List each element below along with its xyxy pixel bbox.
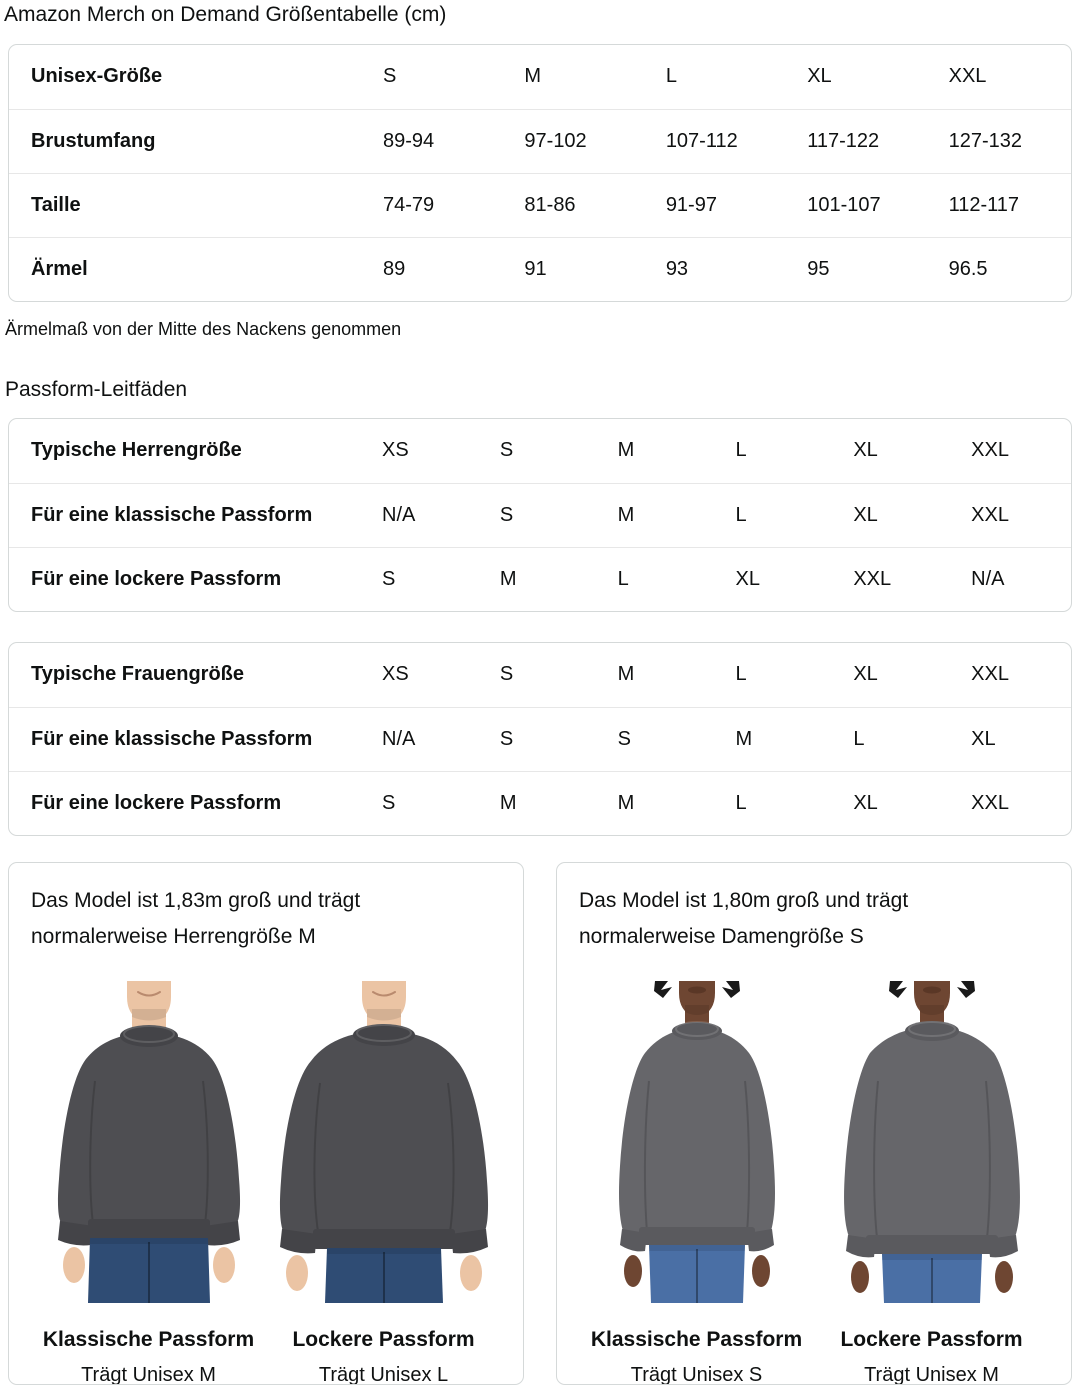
cell-value: XXL xyxy=(971,792,1009,814)
cell-value: XL xyxy=(853,792,878,814)
table-row-brustumfang xyxy=(9,109,1071,173)
header-size: XS xyxy=(382,663,409,685)
header-size: XL xyxy=(807,65,832,87)
cell-value: 91-97 xyxy=(665,194,717,216)
cell-value: 97-102 xyxy=(524,130,587,152)
cell-value: S xyxy=(382,568,396,590)
header-size: M xyxy=(524,65,542,87)
cell-value: 127-132 xyxy=(948,130,1023,152)
model-photo-female-classic xyxy=(597,981,797,1303)
cell-value: 91 xyxy=(524,258,547,280)
worn-size-label: Trägt Unisex L xyxy=(318,1364,449,1385)
cell-value: S xyxy=(499,728,514,750)
figures-row xyxy=(31,981,501,1385)
table-row-loose-fit xyxy=(9,771,1071,835)
cell-value: 89-94 xyxy=(383,130,435,152)
cell-value: M xyxy=(735,728,753,750)
row-label: Brustumfang xyxy=(31,130,156,152)
header-size: S xyxy=(499,439,514,461)
table-row-aermel xyxy=(9,237,1071,301)
cell-value: M xyxy=(617,504,635,526)
cell-value: XXL xyxy=(971,504,1009,526)
header-size: L xyxy=(735,663,747,685)
cell-value: XL xyxy=(735,568,760,590)
table-header-row xyxy=(9,45,1071,109)
cell-value: S xyxy=(617,728,631,750)
cell-value: 74-79 xyxy=(383,194,435,216)
cell-value: XL xyxy=(853,504,878,526)
cell-value: N/A xyxy=(382,504,416,526)
fit-label: Lockere Passform xyxy=(840,1328,1023,1351)
header-size: XS xyxy=(382,439,409,461)
cell-value: L xyxy=(853,728,865,750)
unisex-size-table xyxy=(8,44,1072,302)
header-size: XL xyxy=(853,439,878,461)
figure-loose-fit xyxy=(266,981,501,1385)
header-size: M xyxy=(617,439,635,461)
table-row-classic-fit xyxy=(9,707,1071,771)
cell-value: M xyxy=(499,568,517,590)
female-model-card xyxy=(556,862,1072,1385)
cell-value: M xyxy=(617,792,635,814)
header-size: S xyxy=(383,65,397,87)
model-description: Das Model ist 1,80m groß und trägt normalerweise Damengröße S xyxy=(579,889,909,948)
fit-label: Lockere Passform xyxy=(292,1328,475,1351)
row-label-unisex-groesse: Unisex-Größe xyxy=(31,65,163,87)
table-row-loose-fit xyxy=(9,547,1071,611)
row-label: Für eine klassische Passform xyxy=(31,504,313,526)
row-label: Taille xyxy=(31,194,81,216)
cell-value: 81-86 xyxy=(524,194,576,216)
row-label: Ärmel xyxy=(31,258,88,280)
cell-value: XL xyxy=(971,728,996,750)
worn-size-label: Trägt Unisex S xyxy=(630,1364,763,1385)
figure-loose-fit xyxy=(814,981,1049,1385)
cell-value: L xyxy=(617,568,629,590)
row-label: Für eine klassische Passform xyxy=(31,728,313,750)
model-description: Das Model ist 1,83m groß und trägt normalerweise Herrengröße M xyxy=(31,889,361,948)
header-size: XXL xyxy=(971,663,1009,685)
row-label: Typische Herrengröße xyxy=(31,439,242,461)
cell-value: S xyxy=(382,792,396,814)
row-label: Typische Frauengröße xyxy=(31,663,245,685)
cell-value: L xyxy=(735,504,747,526)
fit-label: Klassische Passform xyxy=(590,1328,803,1351)
cell-value: 95 xyxy=(807,258,830,280)
table-row-classic-fit xyxy=(9,483,1071,547)
table-header-row xyxy=(9,419,1071,483)
cell-value: 112-117 xyxy=(948,194,1020,216)
figures-row xyxy=(579,981,1049,1385)
model-photo-male-classic xyxy=(32,981,266,1303)
model-photo-female-loose xyxy=(832,981,1032,1303)
worn-size-label: Trägt Unisex M xyxy=(81,1364,216,1385)
cell-value: 117-122 xyxy=(807,130,880,152)
header-size: XXL xyxy=(971,439,1009,461)
cell-value: XXL xyxy=(853,568,892,590)
cell-value: N/A xyxy=(382,728,416,750)
table-header-row xyxy=(9,643,1071,707)
worn-size-label: Trägt Unisex M xyxy=(864,1364,999,1385)
header-size: M xyxy=(617,663,635,685)
fit-guides-heading: Passform-Leitfäden xyxy=(5,378,188,401)
figure-classic-fit xyxy=(579,981,814,1385)
model-photo-male-loose xyxy=(267,981,501,1303)
cell-value: 101-107 xyxy=(807,194,881,216)
womens-fit-table xyxy=(8,642,1072,836)
sleeve-measure-footnote: Ärmelmaß von der Mitte des Nackens genommen xyxy=(5,319,402,339)
cell-value: 96.5 xyxy=(948,258,988,280)
cell-value: L xyxy=(735,792,747,814)
header-size: S xyxy=(499,663,514,685)
page-title: Amazon Merch on Demand Größentabelle (cm) xyxy=(4,3,447,26)
model-cards-row xyxy=(8,862,1072,1385)
fit-label: Klassische Passform xyxy=(42,1328,255,1351)
male-model-card xyxy=(8,862,524,1385)
row-label: Für eine lockere Passform xyxy=(31,792,282,814)
header-size: XXL xyxy=(948,65,987,87)
table-row-taille xyxy=(9,173,1071,237)
cell-value: S xyxy=(499,504,514,526)
cell-value: M xyxy=(499,792,517,814)
cell-value: 93 xyxy=(665,258,689,280)
cell-value: 89 xyxy=(383,258,406,280)
header-size: L xyxy=(735,439,747,461)
row-label: Für eine lockere Passform xyxy=(31,568,282,590)
cell-value: N/A xyxy=(971,568,1005,590)
cell-value: 107-112 xyxy=(665,130,738,152)
header-size: XL xyxy=(853,663,878,685)
header-size: L xyxy=(665,65,677,87)
figure-classic-fit xyxy=(31,981,266,1385)
mens-fit-table xyxy=(8,418,1072,612)
